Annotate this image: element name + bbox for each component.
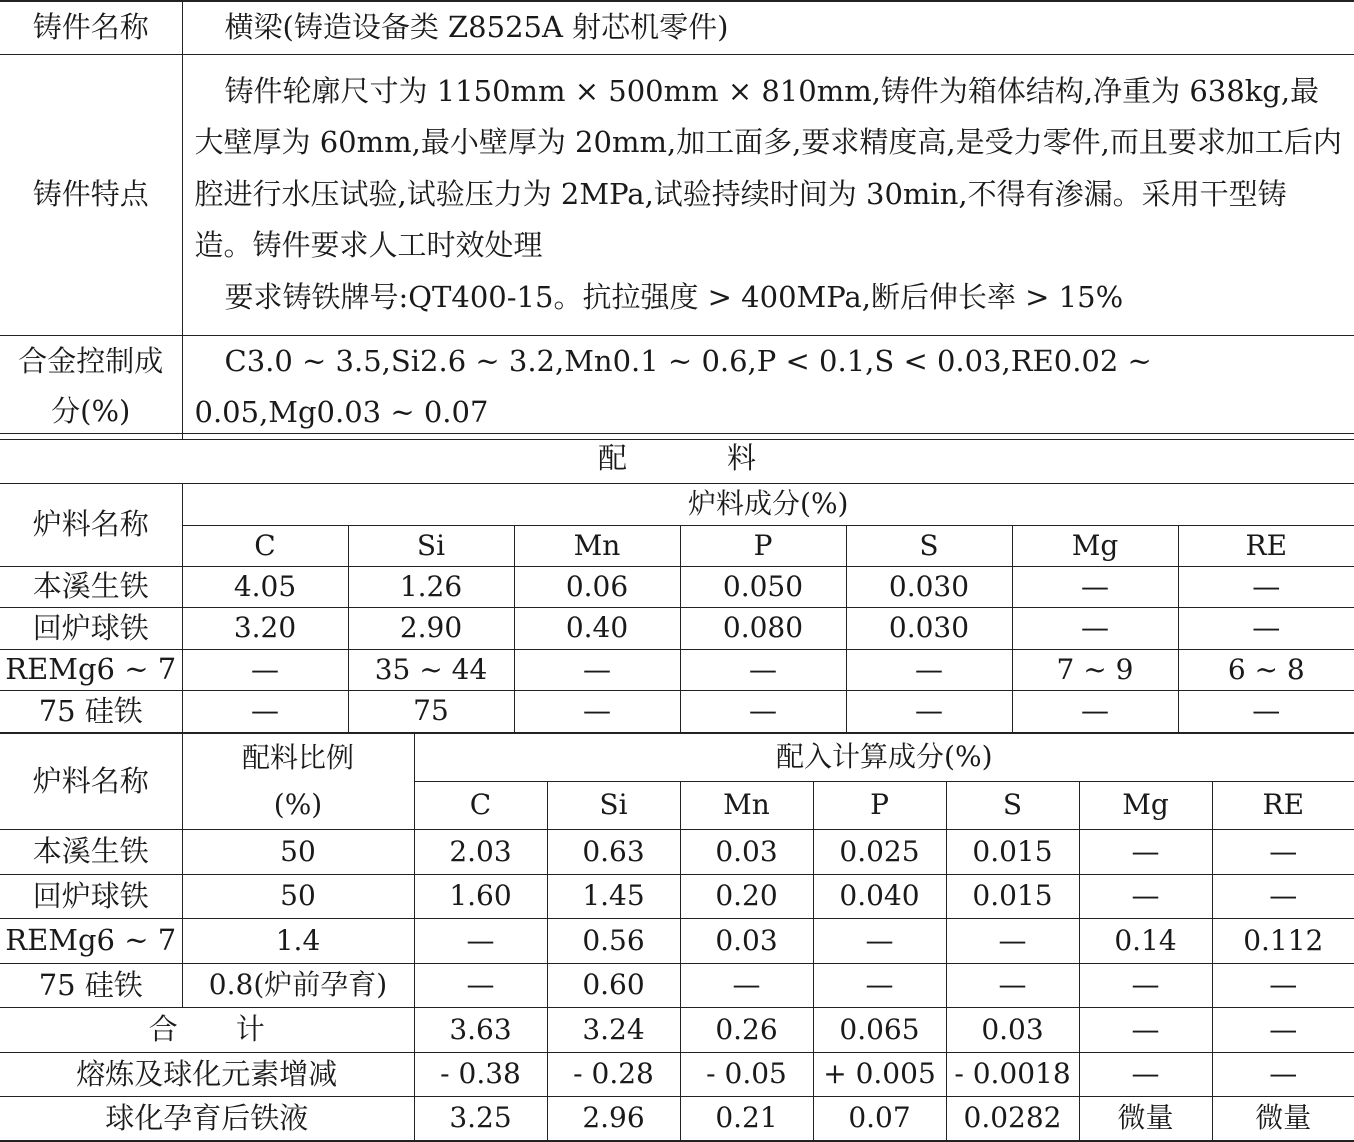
cell: 0.040: [813, 875, 946, 919]
table-row: [0, 964, 1354, 1008]
ratio-cell: 50: [182, 875, 414, 919]
cell: - 0.05: [680, 1053, 813, 1097]
cell: —: [680, 691, 846, 733]
calculated-composition-table: [0, 733, 1354, 1142]
element-header: P: [813, 782, 946, 830]
cell: —: [846, 650, 1012, 691]
cell: 1.45: [547, 875, 680, 919]
cell: 6 ~ 8: [1178, 650, 1354, 691]
cell: 0.60: [547, 964, 680, 1008]
cell: —: [813, 919, 946, 964]
charge-composition-table: [0, 433, 1354, 733]
cell: —: [1012, 608, 1178, 650]
charge-name: 本溪生铁: [0, 567, 182, 608]
casting-feature-value: [182, 54, 1354, 335]
charge-name: REMg6 ~ 7: [0, 650, 182, 691]
cell: 0.025: [813, 830, 946, 875]
cell: —: [813, 964, 946, 1008]
cell: 微量: [1212, 1097, 1354, 1141]
charge-name: 75 硅铁: [0, 964, 182, 1008]
cell: 0.21: [680, 1097, 813, 1141]
cell: —: [1212, 875, 1354, 919]
calc-composition-header: 配入计算成分(%): [414, 734, 1354, 782]
table-row: [0, 567, 1354, 608]
cell: 0.06: [514, 567, 680, 608]
cell: 0.050: [680, 567, 846, 608]
charge-name: 本溪生铁: [0, 830, 182, 875]
cell: —: [680, 650, 846, 691]
cell: —: [1012, 691, 1178, 733]
final-row: [0, 1097, 1354, 1141]
cell: 3.25: [414, 1097, 547, 1141]
element-header: C: [182, 526, 348, 567]
element-header: RE: [1212, 782, 1354, 830]
cell: —: [1012, 567, 1178, 608]
charge-composition-header: 炉料成分(%): [182, 484, 1354, 526]
final-label: 球化孕育后铁液: [0, 1097, 414, 1141]
element-header: P: [680, 526, 846, 567]
cell: - 0.0018: [946, 1053, 1079, 1097]
loss-row: [0, 1053, 1354, 1097]
total-row: [0, 1008, 1354, 1053]
cell: —: [182, 650, 348, 691]
cell: —: [1079, 1053, 1212, 1097]
element-header: S: [846, 526, 1012, 567]
alloy-control-value: C3.0 ~ 3.5,Si2.6 ~ 3.2,Mn0.1 ~ 0.6,P < 0.1,S < 0.03,RE0.02 ~ 0.05,Mg0.03 ~ 0.07: [182, 335, 1354, 439]
element-header: Mg: [1079, 782, 1212, 830]
cell: —: [1079, 875, 1212, 919]
cell: 0.07: [813, 1097, 946, 1141]
cell: —: [1079, 830, 1212, 875]
cell: —: [514, 691, 680, 733]
cell: 0.030: [846, 567, 1012, 608]
cell: —: [846, 691, 1012, 733]
ratio-cell: 1.4: [182, 919, 414, 964]
table-row: [0, 830, 1354, 875]
table-row: [0, 608, 1354, 650]
cell: 35 ~ 44: [348, 650, 514, 691]
ratio-unit: (%): [182, 782, 414, 830]
ratio-cell: 50: [182, 830, 414, 875]
charge-name: 回炉球铁: [0, 875, 182, 919]
cell: —: [414, 964, 547, 1008]
casting-name-value: 横梁(铸造设备类 Z8525A 射芯机零件): [182, 1, 1354, 54]
ratio-cell: 0.8(炉前孕育): [182, 964, 414, 1008]
cell: 0.56: [547, 919, 680, 964]
charge-name: 75 硅铁: [0, 691, 182, 733]
element-header: Mn: [680, 782, 813, 830]
cell: 0.03: [680, 830, 813, 875]
element-header: Mg: [1012, 526, 1178, 567]
table-row: [0, 919, 1354, 964]
casting-feature-label: 铸件特点: [0, 54, 182, 335]
cell: —: [946, 964, 1079, 1008]
casting-requirement-text: 要求铸铁牌号:QT400-15。抗拉强度 > 400MPa,断后伸长率 > 15%: [224, 280, 1124, 315]
cell: 0.112: [1212, 919, 1354, 964]
cell: —: [946, 919, 1079, 964]
table-row: [0, 875, 1354, 919]
cell: —: [680, 964, 813, 1008]
cell: —: [1178, 608, 1354, 650]
cell: 2.03: [414, 830, 547, 875]
cell: - 0.38: [414, 1053, 547, 1097]
cell: —: [1212, 830, 1354, 875]
cell: —: [514, 650, 680, 691]
cell: 3.24: [547, 1008, 680, 1053]
ratio-header: 配料比例: [182, 734, 414, 782]
casting-info-table: [0, 0, 1354, 440]
element-header: Si: [348, 526, 514, 567]
cell: 0.030: [846, 608, 1012, 650]
total-label: 合 计: [0, 1008, 414, 1053]
section-title: 配 料: [0, 434, 1354, 484]
cell: 3.63: [414, 1008, 547, 1053]
cell: 3.20: [182, 608, 348, 650]
casting-feature-text: 铸件轮廓尺寸为 1150mm × 500mm × 810mm,铸件为箱体结构,净重为 638kg,最大壁厚为 60mm,最小壁厚为 20mm,加工面多,要求精度高,是受力零件,而且要求加工后内腔进行水压试验,试验压力为 2MPa,试验持续时间为 30min,不得有渗漏。采用干型铸造。铸件要求人工时效处理: [194, 73, 1342, 263]
cell: 0.40: [514, 608, 680, 650]
loss-label: 熔炼及球化元素增减: [0, 1053, 414, 1097]
table-row: [0, 650, 1354, 691]
casting-name-label: 铸件名称: [0, 1, 182, 54]
cell: —: [1079, 964, 1212, 1008]
cell: 0.0282: [946, 1097, 1079, 1141]
cell: —: [1178, 691, 1354, 733]
cell: 0.63: [547, 830, 680, 875]
cell: 75: [348, 691, 514, 733]
cell: —: [1212, 1008, 1354, 1053]
element-header: Mn: [514, 526, 680, 567]
element-header: C: [414, 782, 547, 830]
cell: 7 ~ 9: [1012, 650, 1178, 691]
cell: —: [1212, 964, 1354, 1008]
cell: 1.26: [348, 567, 514, 608]
cell: 4.05: [182, 567, 348, 608]
cell: 0.03: [680, 919, 813, 964]
cell: 2.96: [547, 1097, 680, 1141]
cell: —: [414, 919, 547, 964]
cell: - 0.28: [547, 1053, 680, 1097]
element-header: RE: [1178, 526, 1354, 567]
cell: 微量: [1079, 1097, 1212, 1141]
charge-name-header: 炉料名称: [0, 484, 182, 567]
cell: 0.20: [680, 875, 813, 919]
cell: —: [1178, 567, 1354, 608]
cell: 0.14: [1079, 919, 1212, 964]
alloy-control-label: 合金控制成分(%): [0, 335, 182, 439]
element-header: Si: [547, 782, 680, 830]
cell: 2.90: [348, 608, 514, 650]
cell: 0.080: [680, 608, 846, 650]
cell: 1.60: [414, 875, 547, 919]
table-row: [0, 691, 1354, 733]
cell: 0.015: [946, 875, 1079, 919]
calc-name-header: 炉料名称: [0, 734, 182, 830]
cell: 0.015: [946, 830, 1079, 875]
cell: —: [1212, 1053, 1354, 1097]
cell: 0.26: [680, 1008, 813, 1053]
cell: 0.065: [813, 1008, 946, 1053]
element-header: S: [946, 782, 1079, 830]
cell: + 0.005: [813, 1053, 946, 1097]
cell: —: [1079, 1008, 1212, 1053]
charge-name: 回炉球铁: [0, 608, 182, 650]
cell: 0.03: [946, 1008, 1079, 1053]
cell: —: [182, 691, 348, 733]
charge-name: REMg6 ~ 7: [0, 919, 182, 964]
